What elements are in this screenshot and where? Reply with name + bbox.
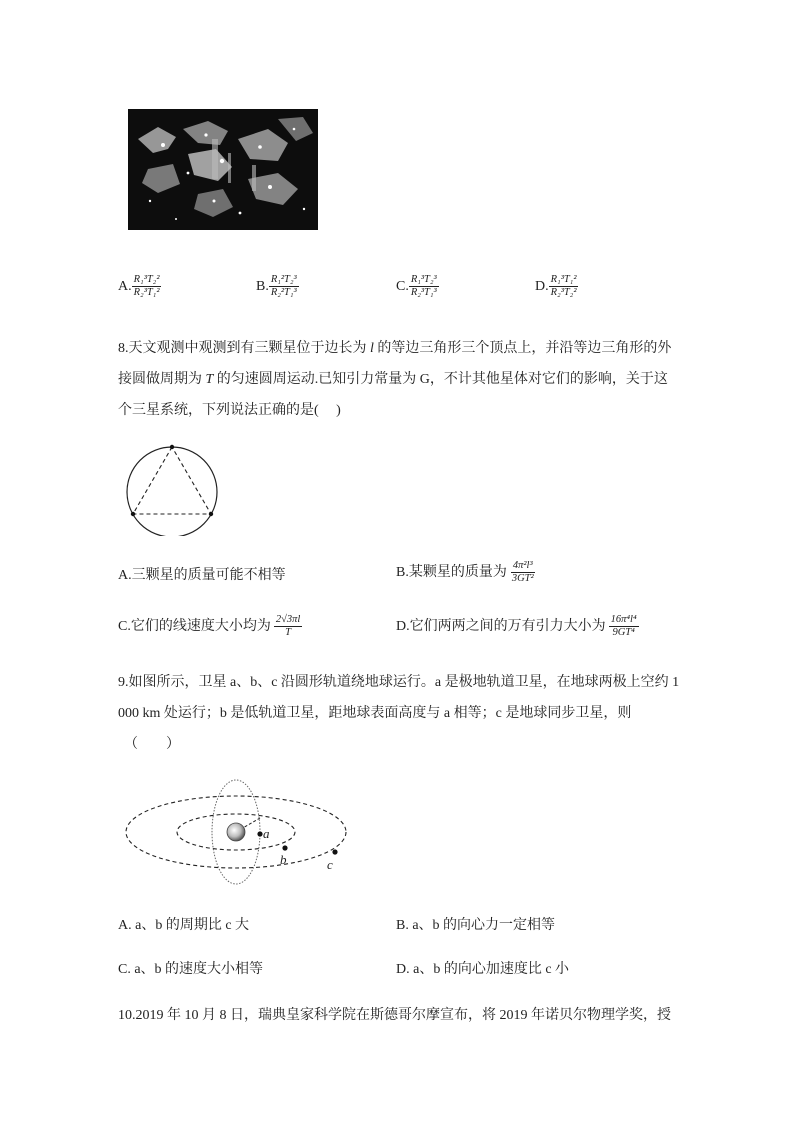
option-label: C. (396, 278, 409, 294)
q8-text: 8.天文观测中观测到有三颗星位于边长为 (118, 341, 367, 356)
satellite-orbit-diagram (122, 778, 354, 892)
q9-option-c[interactable] (118, 960, 263, 980)
label-c: c (327, 857, 333, 872)
formula-denominator: T (285, 627, 291, 638)
option-text: B. a、b 的向心力一定相等 (396, 918, 556, 933)
option-text: A.三颗星的质量可能不相等 (118, 568, 286, 583)
formula-denominator: R₂³T₁³ (410, 287, 437, 298)
q7-option-c[interactable] (396, 274, 439, 299)
q9-text-line-3: （ ） (124, 737, 180, 752)
three-star-diagram (120, 440, 224, 536)
q8-option-c-formula (274, 614, 302, 639)
q9-option-d[interactable] (396, 960, 569, 980)
orbit-circle (127, 447, 217, 536)
star-top (170, 445, 174, 449)
satellite-b (282, 845, 287, 850)
satellite-c (332, 849, 337, 854)
q7-option-d[interactable] (535, 274, 578, 299)
q7-option-a-formula (132, 274, 162, 299)
formula-denominator: 9GT⁴ (612, 627, 635, 638)
label-a: a (263, 826, 270, 841)
q8-text: 的匀速圆周运动.已知引力常量为 G，不计其他星体对它们的影响，关于这 (216, 372, 668, 387)
q9-text-line-2: 000 km 处运行；b 是低轨道卫星，距地球表面高度与 a 相等；c 是地球同步卫星，则 (118, 706, 632, 721)
formula-denominator: 3GT² (511, 573, 534, 584)
q9-option-a[interactable] (118, 916, 249, 936)
q7-option-b-formula (269, 274, 299, 299)
formula-numerator: R₁³T₂³ (410, 274, 437, 285)
formula-numerator: R₁³T₁² (550, 274, 577, 285)
label-b: b (280, 852, 287, 867)
q9-option-b[interactable] (396, 916, 555, 936)
q8-option-c[interactable] (118, 614, 302, 639)
space-photo (128, 109, 318, 230)
formula-numerator: R₁²T₂³ (270, 274, 297, 285)
q8-text-line-1 (118, 339, 671, 359)
q8-text-line-2 (118, 370, 668, 390)
formula-denominator: R₂²T₁³ (270, 287, 297, 298)
formula-numerator: 2√3πl (275, 614, 301, 625)
q8-option-b[interactable] (396, 560, 536, 585)
q7-option-a[interactable] (118, 274, 161, 299)
var-l: l (370, 341, 374, 356)
q9-text-line-1: 9.如图所示，卫星 a、b、c 沿圆形轨道绕地球运行。a 是极地轨道卫星，在地球两极上空约 1 (118, 675, 680, 690)
q8-text: 的等边三角形三个顶点上，并沿等边三角形的外 (377, 341, 672, 356)
q8-option-b-formula (510, 560, 536, 585)
option-label: A. (118, 278, 132, 294)
q8-option-d-formula (609, 614, 639, 639)
formula-denominator: R₂³T₂² (550, 287, 577, 298)
formula-numerator: 4π²l³ (512, 560, 533, 571)
q7-option-c-formula (409, 274, 439, 299)
var-T: T (205, 372, 214, 387)
q8-text: 接圆做周期为 (118, 372, 202, 387)
option-text: B.某颗星的质量为 (396, 564, 507, 580)
q8-option-a[interactable] (118, 566, 286, 586)
q8-text-line-3: 个三星系统，下列说法正确的是( ) (118, 403, 341, 418)
option-text: C. a、b 的速度大小相等 (118, 962, 264, 977)
q7-option-d-formula (549, 274, 579, 299)
earth (227, 823, 245, 841)
q7-option-b[interactable] (256, 274, 299, 299)
formula-numerator: R₁³T₂² (133, 274, 160, 285)
q8-option-d[interactable] (396, 614, 639, 639)
option-text: C.它们的线速度大小均为 (118, 618, 271, 634)
option-text: D. a、b 的向心加速度比 c 小 (396, 962, 570, 977)
option-label: D. (535, 278, 549, 294)
star-right (209, 512, 213, 516)
formula-denominator: R₂³T₁² (133, 287, 160, 298)
formula-numerator: 16π⁴l⁴ (610, 614, 637, 625)
triangle-dashed (133, 447, 211, 514)
q10-text-line-1: 10.2019 年 10 月 8 日，瑞典皇家科学院在斯德哥尔摩宣布，将 2019 年诺贝尔物理学奖，授 (118, 1008, 671, 1023)
option-text: D.它们两两之间的万有引力大小为 (396, 618, 606, 634)
option-text: A. a、b 的周期比 c 大 (118, 918, 250, 933)
satellite-a (257, 831, 262, 836)
star-left (131, 512, 135, 516)
option-label: B. (256, 278, 269, 294)
